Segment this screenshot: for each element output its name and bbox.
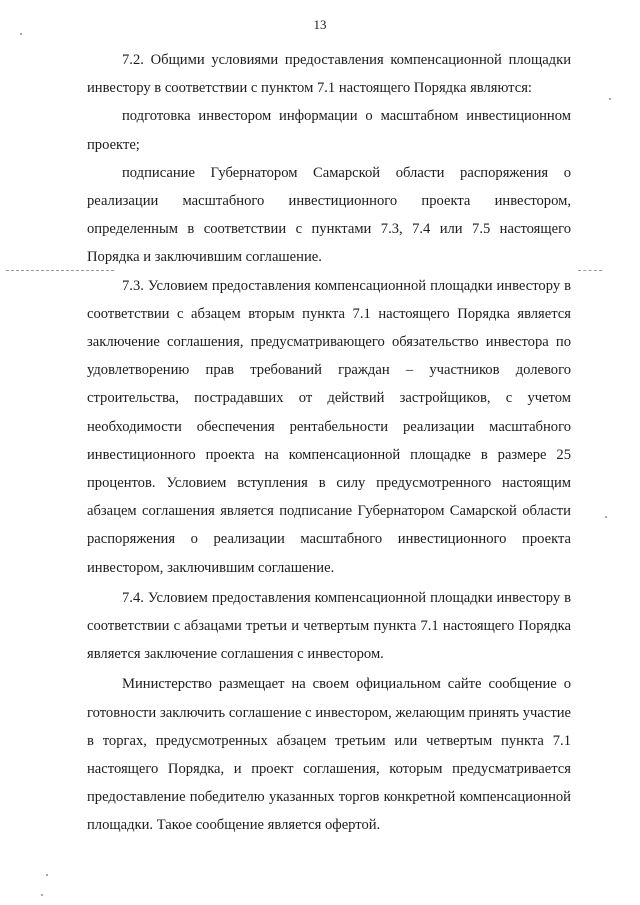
paragraph-ministry-offer: Министерство размещает на своем официальном сайте сообщение о готовности заключить соглашение с инвестором, желающим принять участие в торгах, предусмотренных абзацем третьим или четвертым пункта 7.1 настоящего Порядка, и проект соглашения, которым предусматривается предоставление победителю указанных торгов конкретной компенсационной площадки. Такое сообщение является офертой. xyxy=(87,676,571,834)
page-number: 13 xyxy=(313,17,327,32)
paragraph-7-4: 7.4. Условием предоставления компенсационной площадки инвестору в соответствии с абзацами третьи и четвертым пункта 7.1 настоящего Порядка является заключение соглашения с инвестором. xyxy=(87,589,571,663)
scan-speck xyxy=(605,516,607,518)
scan-speck xyxy=(46,874,48,876)
paragraph-7-2-item-2: подписание Губернатором Самарской области распоряжения о реализации масштабного инвестиционного проекта инвестором, определенным в соответствии с пунктами 7.3, 7.4 или 7.5 настоящего Порядка и заключившим соглашение. xyxy=(87,164,571,266)
document-body xyxy=(87,46,571,840)
paragraph-7-3: 7.3. Условием предоставления компенсационной площадки инвестору в соответствии с абзацем вторым пункта 7.1 настоящего Порядка является заключение соглашения, предусматривающего обязательство инвестора по удовлетворению прав требований граждан – участников долевого строительства, пострадавших от действий застройщиков, с учетом необходимости обеспечения рентабельности реализации масштабного инвестиционного проекта на компенсационной площадке в размере 25 процентов. Условием вступления в силу предусмотренного настоящим абзацем соглашения является подписание Губернатором Самарской области распоряжения о реализации масштабного инвестиционного проекта инвестором, заключившим соглашение. xyxy=(87,277,571,576)
scan-speck xyxy=(609,98,611,100)
scan-speck xyxy=(41,894,43,896)
scan-speck xyxy=(20,33,22,35)
paragraph-7-2-item-1: подготовка инвестором информации о масштабном инвестиционном проекте; xyxy=(87,108,571,153)
paragraph-7-2: 7.2. Общими условиями предоставления компенсационной площадки инвестору в соответствии с пунктом 7.1 настоящего Порядка являются: xyxy=(87,52,571,97)
scan-dashed-line xyxy=(578,270,602,271)
